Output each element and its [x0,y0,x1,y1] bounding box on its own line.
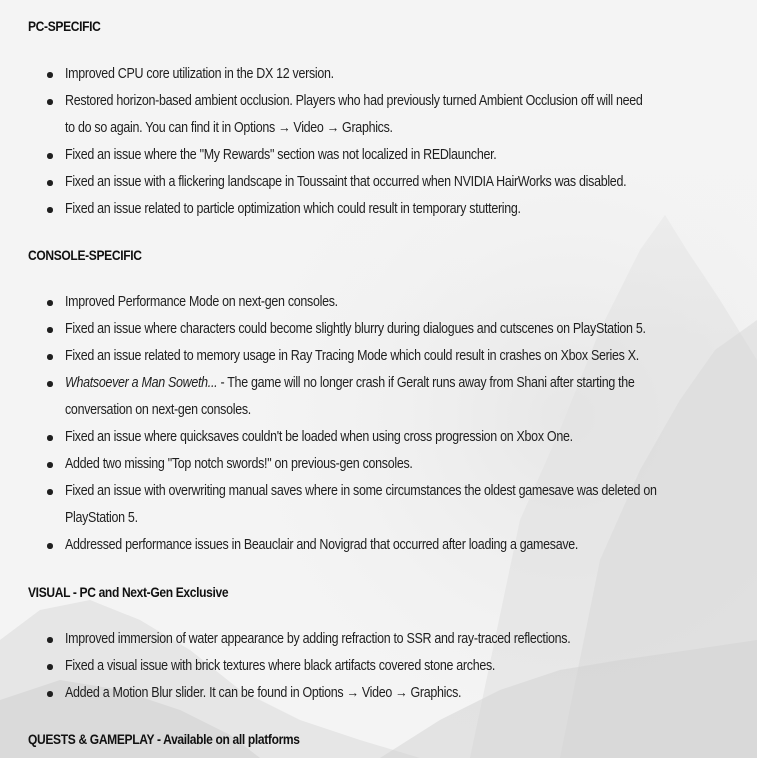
bullet-icon [47,72,53,78]
visual-list [0,626,757,707]
bullet-icon [47,543,53,549]
bullet-icon [47,180,53,186]
bullet-icon [47,637,53,643]
bullet-icon [47,664,53,670]
bullet-icon [47,354,53,360]
list-item: Improved CPU core utilization in the DX 12 version. [0,61,757,88]
list-item: Added two missing "Top notch swords!" on previous-gen consoles. [0,451,757,478]
list-item: Improved Performance Mode on next-gen consoles. [0,289,757,316]
bullet-icon [47,207,53,213]
list-item: Fixed an issue with overwriting manual saves where in some circumstances the oldest gamesave was deleted on PlayStation 5. [0,478,757,532]
bullet-icon [47,153,53,159]
list-item: Fixed an issue where quicksaves couldn't be loaded when using cross progression on Xbox One. [0,424,757,451]
section-heading-quests-gameplay: QUESTS & GAMEPLAY - Available on all platforms [28,731,300,747]
bullet-icon [47,327,53,333]
bullet-icon [47,99,53,105]
section-heading-pc-specific: PC-SPECIFIC [28,18,101,34]
list-item: Added a Motion Blur slider. It can be found in Options → Video → Graphics. [0,680,757,707]
list-item: Fixed an issue related to memory usage in Ray Tracing Mode which could result in crashes on Xbox Series X. [0,343,757,370]
list-item: Fixed an issue where characters could become slightly blurry during dialogues and cutscenes on PlayStation 5. [0,316,757,343]
section-heading-console-specific: CONSOLE-SPECIFIC [28,247,142,263]
list-item: Improved immersion of water appearance by adding refraction to SSR and ray-traced reflections. [0,626,757,653]
bullet-icon [47,691,53,697]
section-heading-visual: VISUAL - PC and Next-Gen Exclusive [28,584,229,600]
list-item: Fixed an issue with a flickering landscape in Toussaint that occurred when NVIDIA HairWorks was disabled. [0,169,757,196]
list-item: Fixed an issue where the "My Rewards" section was not localized in REDlauncher. [0,142,757,169]
bullet-icon [47,462,53,468]
bullet-icon [47,300,53,306]
console-specific-list [0,289,757,559]
list-item: Fixed a visual issue with brick textures where black artifacts covered stone arches. [0,653,757,680]
list-item: Whatsoever a Man Soweth... - The game will no longer crash if Geralt runs away from Shani after starting the conversation on next-gen consoles. [0,370,757,424]
list-item: Restored horizon-based ambient occlusion. Players who had previously turned Ambient Occlusion off will need to do so again. You can find it in Options → Video → Graphics. [0,88,757,142]
bullet-icon [47,489,53,495]
bullet-icon [47,435,53,441]
bullet-icon [47,381,53,387]
pc-specific-list [0,61,757,223]
quest-title: Whatsoever a Man Soweth... [65,375,218,391]
list-item: Addressed performance issues in Beauclair and Novigrad that occurred after loading a gamesave. [0,532,757,559]
list-item: Fixed an issue related to particle optimization which could result in temporary stuttering. [0,196,757,223]
